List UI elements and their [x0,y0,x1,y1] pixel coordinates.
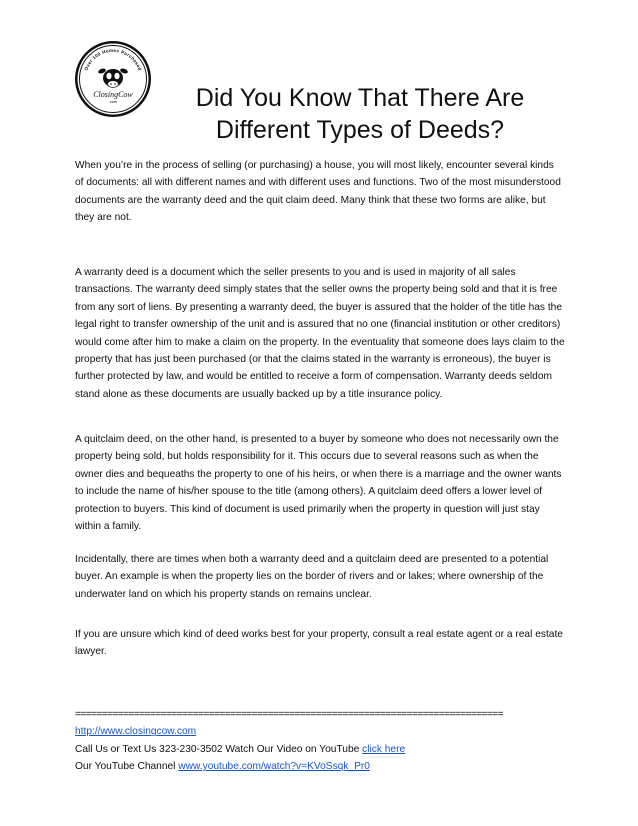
title-line-1: Did You Know That There Are [195,84,525,112]
paragraph-quitclaim-deed: A quitclaim deed, on the other hand, is presented to a buyer by someone who does not necessarily own the property being sold, but holds responsibility for it. This occurs due to several reasons such as when the owner dies and bequeaths the property to one of his heirs, or when there is a marriage and the owner wants to include the name of his/her spouse to the title (among others). A quitclaim deed offers a lower level of protection to buyers. This kind of document is used primarily when the property in question will just stay within a family. [75,434,562,533]
title-line-2: Different Types of Deeds? [215,116,505,144]
logo-sub-text: .com [108,99,118,104]
footer [75,706,565,776]
channel-text: Our YouTube Channel [75,761,179,773]
paragraph-advice: If you are unsure which kind of deed works best for your property, consult a real estate agent or a real estate lawyer. [75,629,563,658]
channel-line [75,758,565,775]
website-link[interactable]: http://www.closingcow.com [75,726,197,738]
video-link[interactable]: click here [362,743,406,755]
page-title [150,82,570,146]
contact-text: Call Us or Text Us 323-230-3502 Watch Our Video on YouTube [75,743,363,755]
paragraph-warranty-deed: A warranty deed is a document which the seller presents to you and is used in majority of all sales transactions. The warranty deed simply states that the seller owns the property being sold and that it is free from any sort of liens. By presenting a warranty deed, the buyer is assured that the holder of the title has the legal right to transfer ownership of the unit and is assured that no one (financial institution or other creditors) would come after him to make a claim on the property. In the eventuality that someone does lays claim to the property that has just been purchased (or that the claims stated in the warranty is erroneous), the buyer is further protected by law, and would be entitled to receive a form of compensation. Warranty deeds seldom stand alone as these documents are usually backed up by a title insurance policy. [75,267,565,400]
logo-top-text: Over 100 Homes Purchased [83,47,143,72]
logo-brand-text: ClosingCow [93,90,133,99]
paragraph-both-deeds: Incidentally, there are times when both a warranty deed and a quitclaim deed are presented to a potential buyer. An example is when the property lies on the border of rivers and or lakes; where ownership of the underwater land on which his property stands on remains unclear. [75,554,549,600]
paragraph-intro: When you’re in the process of selling (or purchasing) a house, you will most likely, encounter several kinds of documents: all with different names and with different uses and functions. Two of the most misunderstood documents are the warranty deed and the quit claim deed. Many think that these two forms are alike, but they are not. [75,160,561,224]
closingcow-logo [74,40,152,118]
footer-divider: ================================================================================ [75,709,503,720]
contact-line [75,741,565,758]
youtube-channel-link[interactable]: www.youtube.com/watch?v=KVoSsqk_Pr0 [178,761,370,773]
